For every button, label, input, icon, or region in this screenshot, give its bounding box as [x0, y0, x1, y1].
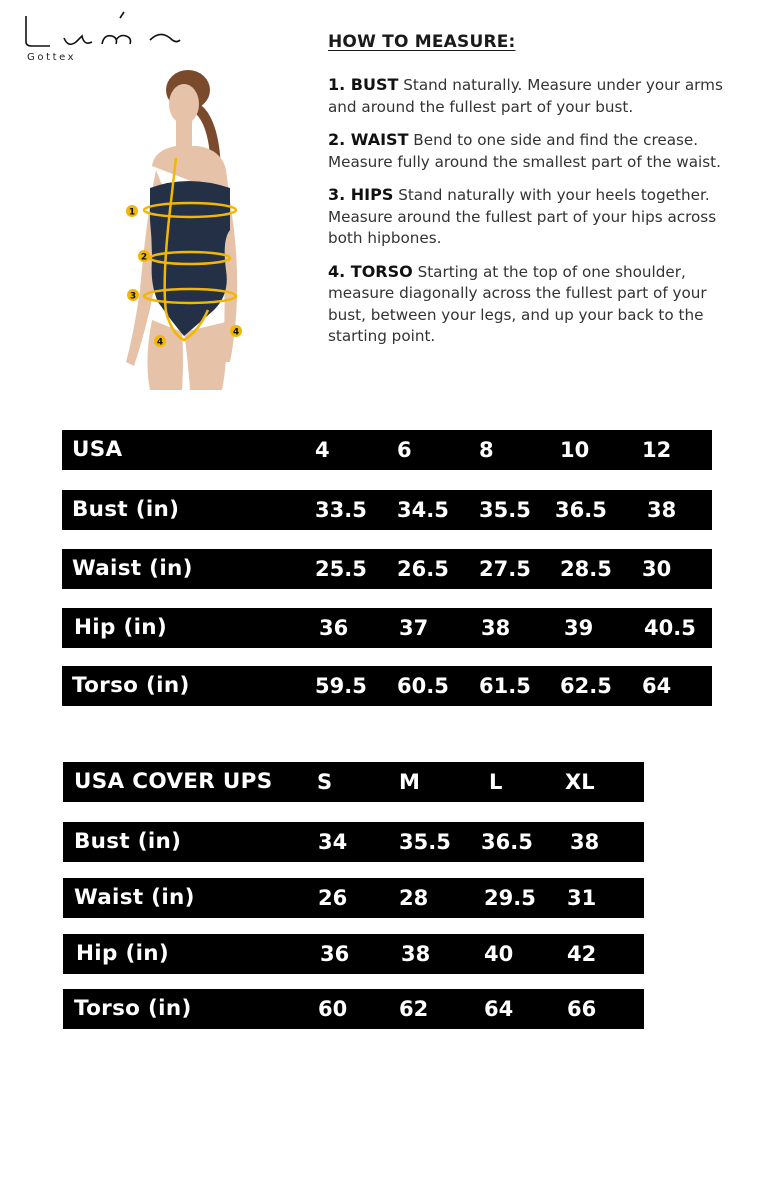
row-value: 38 — [647, 498, 677, 522]
row-value: 8 — [479, 438, 494, 462]
row-value: 59.5 — [315, 674, 367, 698]
row-value: 40.5 — [644, 616, 696, 640]
marker-1: 1 — [128, 207, 136, 218]
row-label: Waist (in) — [74, 885, 195, 910]
row-label: USA — [72, 437, 123, 462]
row-value: 28.5 — [560, 557, 612, 581]
how-to-measure — [328, 32, 748, 359]
table-row — [62, 490, 712, 530]
model-figure — [118, 70, 258, 390]
row-value: 10 — [560, 438, 590, 462]
row-value: 29.5 — [484, 886, 536, 910]
row-label: Bust (in) — [72, 497, 180, 522]
table-row — [63, 762, 644, 802]
row-value: 36 — [319, 616, 349, 640]
row-value: 64 — [484, 997, 514, 1021]
row-value: 25.5 — [315, 557, 367, 581]
row-value: 60 — [318, 997, 348, 1021]
row-label: Waist (in) — [72, 556, 193, 581]
row-value: 42 — [567, 942, 597, 966]
row-label: Torso (in) — [72, 673, 190, 698]
row-value: 28 — [399, 886, 429, 910]
table-row — [63, 989, 644, 1029]
table-row — [62, 666, 712, 706]
row-label: Bust (in) — [74, 829, 182, 854]
row-value: L — [489, 770, 503, 794]
row-value: 26.5 — [397, 557, 449, 581]
table-row — [63, 878, 644, 918]
row-value: 38 — [481, 616, 511, 640]
row-label: Torso (in) — [74, 996, 192, 1021]
row-value: XL — [565, 770, 595, 794]
row-value: 38 — [570, 830, 600, 854]
row-value: 40 — [484, 942, 514, 966]
row-value: 37 — [399, 616, 429, 640]
brand-logo — [20, 8, 190, 68]
step-waist: 2. WAIST Bend to one side and find the crease. Measure fully around the smallest part of the waist. — [328, 130, 721, 171]
row-value: 64 — [642, 674, 672, 698]
row-value: 35.5 — [399, 830, 451, 854]
row-value: 38 — [401, 942, 431, 966]
marker-4b: 4 — [232, 327, 240, 338]
row-value: S — [317, 770, 333, 794]
row-value: 62 — [399, 997, 429, 1021]
row-value: 35.5 — [479, 498, 531, 522]
marker-2: 2 — [140, 252, 148, 263]
marker-4a: 4 — [156, 337, 164, 348]
luma-logo-icon — [20, 8, 190, 54]
row-value: 12 — [642, 438, 672, 462]
row-value: 36 — [320, 942, 350, 966]
row-label: Hip (in) — [74, 615, 167, 640]
table-row — [62, 430, 712, 470]
row-value: 6 — [397, 438, 412, 462]
table-row — [63, 934, 644, 974]
step-bust: 1. BUST Stand naturally. Measure under your arms and around the fullest part of your bust. — [328, 75, 723, 116]
row-value: 36.5 — [481, 830, 533, 854]
row-value: 30 — [642, 557, 672, 581]
measure-title: HOW TO MEASURE: — [328, 32, 516, 52]
row-label: Hip (in) — [76, 941, 169, 966]
row-value: 66 — [567, 997, 597, 1021]
step-hips: 3. HIPS Stand naturally with your heels together. Measure around the fullest part of your hips across both hipbones. — [328, 185, 717, 247]
row-value: 34.5 — [397, 498, 449, 522]
row-value: 34 — [318, 830, 348, 854]
marker-3: 3 — [129, 291, 137, 302]
brand-sub: Gottex — [27, 52, 77, 63]
table-row — [62, 549, 712, 589]
row-value: 39 — [564, 616, 594, 640]
row-value: M — [399, 770, 420, 794]
row-value: 60.5 — [397, 674, 449, 698]
row-value: 61.5 — [479, 674, 531, 698]
row-label: USA COVER UPS — [74, 769, 273, 794]
step-torso: 4. TORSO Starting at the top of one shoulder, measure diagonally across the fullest part of your bust, between your legs, and up your back to the starting point. — [328, 261, 707, 345]
row-value: 33.5 — [315, 498, 367, 522]
model-measurement-illustration-icon — [118, 70, 258, 390]
row-value: 31 — [567, 886, 597, 910]
table-row — [62, 608, 712, 648]
row-value: 27.5 — [479, 557, 531, 581]
table-row — [63, 822, 644, 862]
row-value: 26 — [318, 886, 348, 910]
row-value: 4 — [315, 438, 330, 462]
row-value: 36.5 — [555, 498, 607, 522]
row-value: 62.5 — [560, 674, 612, 698]
